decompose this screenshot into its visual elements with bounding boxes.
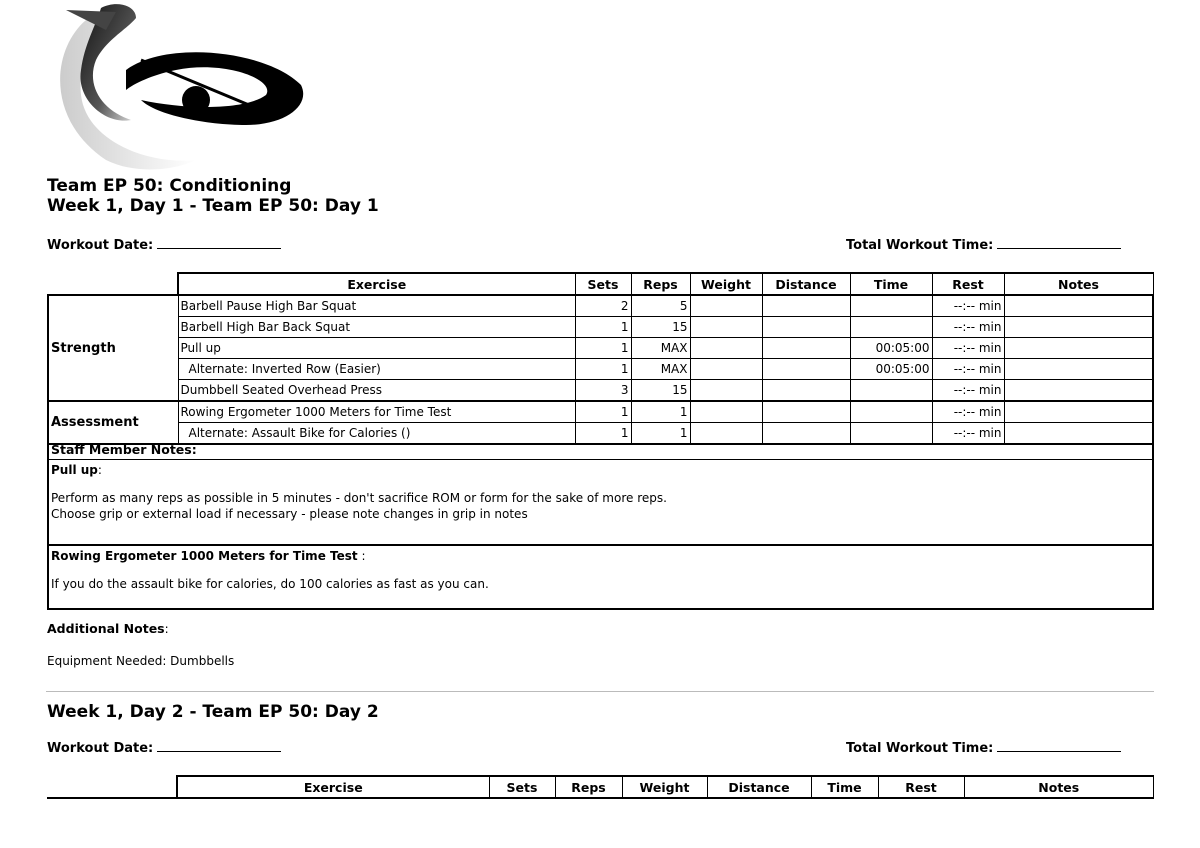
reps-cell: 1: [631, 401, 690, 423]
time-cell: 00:05:00: [850, 338, 932, 359]
sets-cell: 1: [575, 401, 631, 423]
table-row: [48, 359, 1153, 380]
table-row: [48, 338, 1153, 359]
exercise-cell: Pull up: [178, 338, 575, 359]
notes-cell[interactable]: [1004, 295, 1153, 317]
day2-total-time: [846, 741, 1121, 756]
day1-workout-date: [47, 238, 281, 253]
time-cell: [850, 380, 932, 402]
table-row: [48, 401, 1153, 423]
sets-cell: 1: [575, 359, 631, 380]
col-time: Time: [811, 776, 878, 798]
rest-cell: --:-- min: [932, 359, 1004, 380]
exercise-cell: Alternate: Assault Bike for Calories (): [178, 423, 575, 445]
weight-cell[interactable]: [690, 338, 762, 359]
col-time: Time: [850, 273, 932, 295]
exercise-cell: Barbell Pause High Bar Squat: [178, 295, 575, 317]
day2-exercise-table: [47, 775, 1154, 799]
additional-notes-label: Additional Notes: [47, 621, 165, 636]
col-sets: Sets: [575, 273, 631, 295]
category-strength: Strength: [48, 295, 178, 401]
total-time-label: Total Workout Time:: [846, 741, 994, 756]
distance-cell[interactable]: [762, 401, 850, 423]
col-notes: Notes: [964, 776, 1154, 798]
note-rowing: Rowing Ergometer 1000 Meters for Time Test : If you do the assault bike for calories, do 100 calories as fast as you can.: [49, 544, 1152, 608]
rest-cell: --:-- min: [932, 401, 1004, 423]
sets-cell: 3: [575, 380, 631, 402]
note-title: Pull up: [51, 463, 98, 477]
section-divider: [46, 691, 1154, 692]
sets-cell: 2: [575, 295, 631, 317]
time-cell: 00:05:00: [850, 359, 932, 380]
notes-cell[interactable]: [1004, 359, 1153, 380]
note-pull-up: Pull up: Perform as many reps as possible in 5 minutes - don't sacrifice ROM or form for the sake of more reps. Choose grip or external load if necessary - please note changes in grip in notes: [49, 460, 1152, 544]
sets-cell: 1: [575, 338, 631, 359]
reps-cell: 15: [631, 317, 690, 338]
exercise-cell: Alternate: Inverted Row (Easier): [178, 359, 575, 380]
distance-cell[interactable]: [762, 359, 850, 380]
day1-title: Week 1, Day 1 - Team EP 50: Day 1: [47, 196, 379, 216]
col-rest: Rest: [932, 273, 1004, 295]
col-distance: Distance: [707, 776, 811, 798]
col-sets: Sets: [489, 776, 555, 798]
col-weight: Weight: [690, 273, 762, 295]
reps-cell: 1: [631, 423, 690, 445]
time-cell: [850, 401, 932, 423]
col-distance: Distance: [762, 273, 850, 295]
reps-cell: MAX: [631, 338, 690, 359]
col-weight: Weight: [622, 776, 707, 798]
total-time-label: Total Workout Time:: [846, 238, 994, 253]
staff-notes-box: [47, 441, 1154, 610]
notes-cell[interactable]: [1004, 401, 1153, 423]
workout-date-field[interactable]: [157, 741, 281, 752]
rest-cell: --:-- min: [932, 423, 1004, 445]
workout-date-label: Workout Date:: [47, 238, 154, 253]
total-time-field[interactable]: [997, 238, 1121, 249]
day1-total-time: [846, 238, 1121, 253]
weight-cell[interactable]: [690, 359, 762, 380]
col-rest: Rest: [878, 776, 964, 798]
note-text: Perform as many reps as possible in 5 minutes - don't sacrifice ROM or form for the sake of more reps.: [51, 491, 667, 505]
rest-cell: --:-- min: [932, 317, 1004, 338]
distance-cell[interactable]: [762, 338, 850, 359]
reps-cell: MAX: [631, 359, 690, 380]
notes-cell[interactable]: [1004, 338, 1153, 359]
weight-cell[interactable]: [690, 380, 762, 402]
day2-title: Week 1, Day 2 - Team EP 50: Day 2: [47, 702, 379, 722]
exercise-cell: Barbell High Bar Back Squat: [178, 317, 575, 338]
note-title: Rowing Ergometer 1000 Meters for Time Test: [51, 549, 358, 563]
program-title: Team EP 50: Conditioning: [47, 176, 292, 196]
distance-cell[interactable]: [762, 380, 850, 402]
time-cell: [850, 317, 932, 338]
staff-notes-label: Staff Member Notes:: [49, 441, 1152, 460]
sets-cell: 1: [575, 317, 631, 338]
exercise-cell: Dumbbell Seated Overhead Press: [178, 380, 575, 402]
workout-date-label: Workout Date:: [47, 741, 154, 756]
col-exercise: Exercise: [177, 776, 489, 798]
col-reps: Reps: [631, 273, 690, 295]
weight-cell[interactable]: [690, 295, 762, 317]
brand-logo: [46, 0, 308, 172]
notes-cell[interactable]: [1004, 380, 1153, 402]
col-reps: Reps: [555, 776, 622, 798]
notes-cell[interactable]: [1004, 317, 1153, 338]
table-row: [48, 317, 1153, 338]
reps-cell: 15: [631, 380, 690, 402]
total-time-field[interactable]: [997, 741, 1121, 752]
day1-exercise-table: [47, 272, 1154, 445]
time-cell: [850, 295, 932, 317]
table-row: [48, 380, 1153, 402]
distance-cell[interactable]: [762, 317, 850, 338]
col-exercise: Exercise: [178, 273, 575, 295]
workout-date-field[interactable]: [157, 238, 281, 249]
additional-notes-text: Equipment Needed: Dumbbells: [47, 654, 235, 668]
note-text: Choose grip or external load if necessary - please note changes in grip in notes: [51, 507, 528, 521]
reps-cell: 5: [631, 295, 690, 317]
sets-cell: 1: [575, 423, 631, 445]
weight-cell[interactable]: [690, 317, 762, 338]
rest-cell: --:-- min: [932, 295, 1004, 317]
rest-cell: --:-- min: [932, 338, 1004, 359]
additional-notes: Additional Notes:: [47, 621, 169, 636]
rest-cell: --:-- min: [932, 380, 1004, 402]
table-row: [48, 295, 1153, 317]
weight-cell[interactable]: [690, 401, 762, 423]
exercise-cell: Rowing Ergometer 1000 Meters for Time Test: [178, 401, 575, 423]
note-text: If you do the assault bike for calories, do 100 calories as fast as you can.: [51, 577, 489, 591]
distance-cell[interactable]: [762, 295, 850, 317]
col-notes: Notes: [1004, 273, 1153, 295]
category-assessment: Assessment: [48, 401, 178, 444]
day2-workout-date: [47, 741, 281, 756]
